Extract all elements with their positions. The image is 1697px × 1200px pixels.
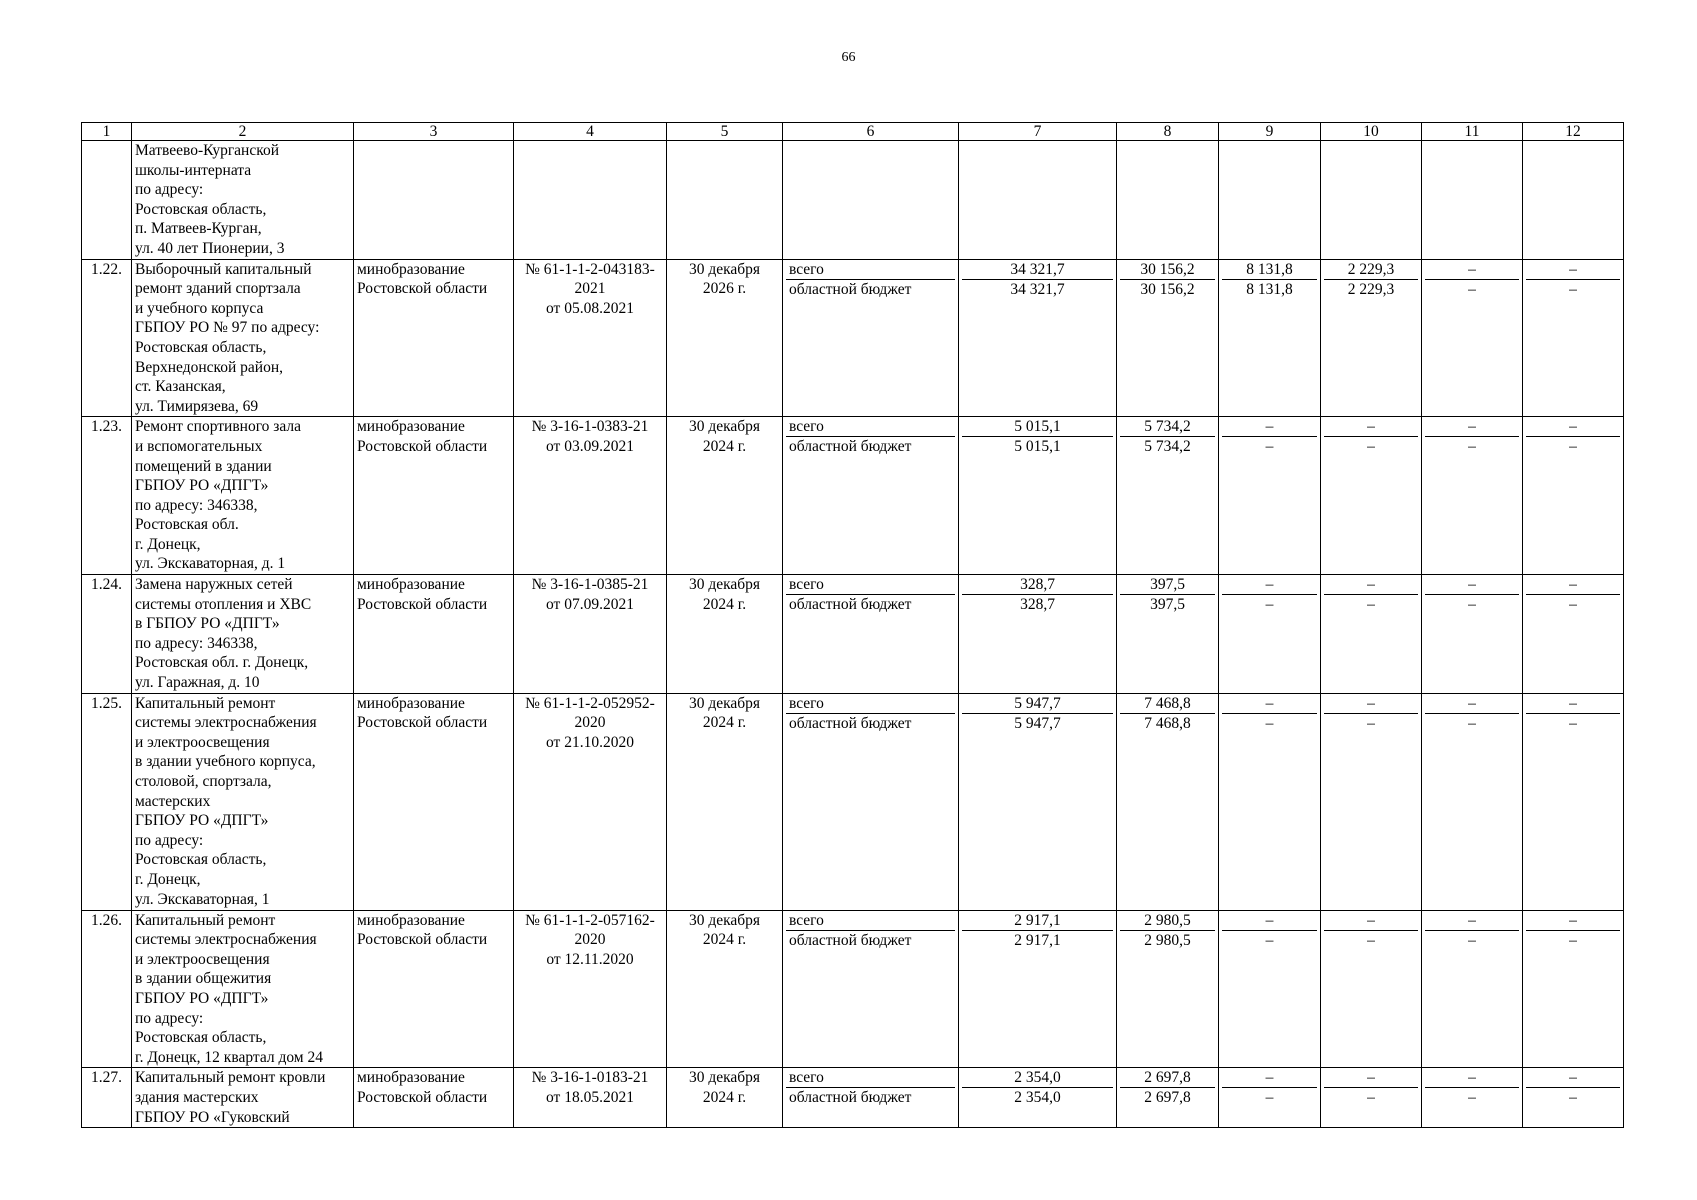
amount-value: – xyxy=(1367,596,1375,614)
amount-value: – xyxy=(1468,438,1476,456)
amount-value: – xyxy=(1569,596,1577,614)
budget-table xyxy=(81,122,1624,1128)
cell-c10 xyxy=(1321,693,1422,910)
table-row-continuation xyxy=(82,141,1624,260)
amount-value: – xyxy=(1526,260,1620,280)
cell-src xyxy=(783,259,959,417)
cell-name: Матвеево-Курганской школы-интерната по адресу: Ростовская область, п. Матвеев-Курган, ул. 40 лет Пионерии, 3 xyxy=(132,141,354,260)
amount-value: 8 131,8 xyxy=(1246,280,1293,298)
cell-empty xyxy=(1321,141,1422,260)
amount-value: – xyxy=(1569,280,1577,298)
cell-c12 xyxy=(1523,417,1624,575)
amount-value: – xyxy=(1222,417,1317,437)
amount-value: – xyxy=(1265,714,1274,732)
cell-empty xyxy=(959,141,1117,260)
cell-c7 xyxy=(959,417,1117,575)
cell-customer: минобразование Ростовской области xyxy=(354,259,514,417)
cell-c10 xyxy=(1321,259,1422,417)
amount-value: – xyxy=(1468,596,1476,614)
amount-value: – xyxy=(1425,911,1519,931)
amount-value: – xyxy=(1222,575,1317,595)
col-header: 1 xyxy=(82,123,132,141)
table-row xyxy=(82,693,1624,910)
amount-value: – xyxy=(1367,438,1375,456)
cell-c8 xyxy=(1117,575,1219,694)
cell-c10 xyxy=(1321,575,1422,694)
amount-value: 5 947,7 xyxy=(1014,714,1061,732)
cell-c11 xyxy=(1422,259,1523,417)
amount-value: – xyxy=(1265,596,1274,614)
cell-c12 xyxy=(1523,693,1624,910)
amount-value: 5 734,2 xyxy=(1120,417,1215,437)
amount-value: 328,7 xyxy=(1020,596,1055,614)
table-row xyxy=(82,417,1624,575)
amount-value: 34 321,7 xyxy=(1010,280,1065,298)
cell-num xyxy=(82,141,132,260)
funding-source: всего xyxy=(786,260,955,280)
cell-c7 xyxy=(959,1068,1117,1128)
cell-src xyxy=(783,575,959,694)
cell-customer: минобразование Ростовской области xyxy=(354,417,514,575)
cell-empty xyxy=(667,141,783,260)
funding-source: областной бюджет xyxy=(789,438,912,456)
cell-num: 1.22. xyxy=(82,259,132,417)
cell-c7 xyxy=(959,910,1117,1068)
cell-c11 xyxy=(1422,693,1523,910)
cell-c7 xyxy=(959,575,1117,694)
funding-source: областной бюджет xyxy=(789,596,912,614)
cell-num: 1.23. xyxy=(82,417,132,575)
cell-name: Капитальный ремонт системы электроснабжения и электроосвещения в здании общежития ГБПОУ РО «ДПГТ» по адресу: Ростовская область, г. Донецк, 12 квартал дом 24 xyxy=(132,910,354,1068)
cell-c9 xyxy=(1219,910,1321,1068)
amount-value: 2 917,1 xyxy=(1014,931,1061,949)
cell-c8 xyxy=(1117,693,1219,910)
funding-source: областной бюджет xyxy=(789,931,912,949)
cell-num: 1.26. xyxy=(82,910,132,1068)
amount-value: 2 229,3 xyxy=(1324,260,1418,280)
cell-c12 xyxy=(1523,575,1624,694)
cell-customer: минобразование Ростовской области xyxy=(354,693,514,910)
amount-value: 5 734,2 xyxy=(1144,438,1191,456)
amount-value: 30 156,2 xyxy=(1140,280,1195,298)
cell-name: Выборочный капитальный ремонт зданий спортзала и учебного корпуса ГБПОУ РО № 97 по адресу: Ростовская область, Верхнедонской район, ст. Казанская, ул. Тимирязева, 69 xyxy=(132,259,354,417)
amount-value: 34 321,7 xyxy=(962,260,1113,280)
cell-deadline: 30 декабря 2026 г. xyxy=(667,259,783,417)
amount-value: – xyxy=(1425,1068,1519,1088)
cell-c10 xyxy=(1321,417,1422,575)
amount-value: 2 354,0 xyxy=(1014,1089,1061,1107)
cell-document: № 61-1-1-2-057162- 2020 от 12.11.2020 xyxy=(514,910,667,1068)
cell-num: 1.27. xyxy=(82,1068,132,1128)
amount-value: 2 229,3 xyxy=(1347,280,1395,298)
amount-value: – xyxy=(1569,438,1577,456)
cell-empty xyxy=(1523,141,1624,260)
cell-c9 xyxy=(1219,575,1321,694)
amount-value: – xyxy=(1526,911,1620,931)
cell-c10 xyxy=(1321,1068,1422,1128)
funding-source: всего xyxy=(786,911,955,931)
cell-c11 xyxy=(1422,1068,1523,1128)
amount-value: – xyxy=(1222,694,1317,714)
funding-source: областной бюджет xyxy=(789,1089,912,1107)
amount-value: 2 980,5 xyxy=(1120,911,1215,931)
col-header: 6 xyxy=(783,123,959,141)
cell-src xyxy=(783,910,959,1068)
amount-value: – xyxy=(1425,575,1519,595)
amount-value: – xyxy=(1324,575,1418,595)
funding-source: областной бюджет xyxy=(789,714,912,732)
table-row xyxy=(82,575,1624,694)
cell-empty xyxy=(1422,141,1523,260)
amount-value: 2 354,0 xyxy=(962,1068,1113,1088)
cell-c11 xyxy=(1422,417,1523,575)
amount-value: 328,7 xyxy=(962,575,1113,595)
cell-c9 xyxy=(1219,1068,1321,1128)
funding-source: всего xyxy=(786,417,955,437)
cell-deadline: 30 декабря 2024 г. xyxy=(667,417,783,575)
amount-value: – xyxy=(1468,931,1476,949)
amount-value: – xyxy=(1569,1089,1577,1107)
cell-empty xyxy=(514,141,667,260)
funding-source: всего xyxy=(786,575,955,595)
amount-value: 8 131,8 xyxy=(1222,260,1317,280)
cell-c12 xyxy=(1523,259,1624,417)
cell-src xyxy=(783,693,959,910)
amount-value: 397,5 xyxy=(1120,575,1215,595)
amount-value: 2 697,8 xyxy=(1144,1089,1191,1107)
amount-value: 7 468,8 xyxy=(1144,714,1191,732)
cell-c11 xyxy=(1422,575,1523,694)
amount-value: 5 015,1 xyxy=(1014,438,1061,456)
amount-value: 2 917,1 xyxy=(962,911,1113,931)
amount-value: 2 980,5 xyxy=(1144,931,1191,949)
cell-empty xyxy=(783,141,959,260)
amount-value: 2 697,8 xyxy=(1120,1068,1215,1088)
cell-c9 xyxy=(1219,417,1321,575)
amount-value: – xyxy=(1526,1068,1620,1088)
amount-value: 397,5 xyxy=(1150,596,1185,614)
cell-src xyxy=(783,417,959,575)
amount-value: – xyxy=(1324,417,1418,437)
cell-name: Капитальный ремонт системы электроснабжения и электроосвещения в здании учебного корпуса, столовой, спортзала, мастерских ГБПОУ РО «ДПГТ» по адресу: Ростовская область, г. Донецк, ул. Экскаваторная, 1 xyxy=(132,693,354,910)
cell-name: Ремонт спортивного зала и вспомогательных помещений в здании ГБПОУ РО «ДПГТ» по адресу: 346338, Ростовская обл. г. Донецк, ул. Экскаваторная, д. 1 xyxy=(132,417,354,575)
cell-document: № 3-16-1-0383-21 от 03.09.2021 xyxy=(514,417,667,575)
amount-value: – xyxy=(1367,1089,1375,1107)
funding-source: всего xyxy=(786,1068,955,1088)
cell-customer: минобразование Ростовской области xyxy=(354,575,514,694)
amount-value: – xyxy=(1526,575,1620,595)
col-header: 7 xyxy=(959,123,1117,141)
cell-document: № 3-16-1-0183-21 от 18.05.2021 xyxy=(514,1068,667,1128)
cell-c9 xyxy=(1219,693,1321,910)
cell-document: № 61-1-1-2-052952- 2020 от 21.10.2020 xyxy=(514,693,667,910)
cell-c8 xyxy=(1117,259,1219,417)
amount-value: – xyxy=(1324,694,1418,714)
cell-name: Замена наружных сетей системы отопления и ХВС в ГБПОУ РО «ДПГТ» по адресу: 346338, Ростовская обл. г. Донецк, ул. Гаражная, д. 10 xyxy=(132,575,354,694)
cell-num: 1.25. xyxy=(82,693,132,910)
table-row xyxy=(82,910,1624,1068)
amount-value: 5 015,1 xyxy=(962,417,1113,437)
cell-c10 xyxy=(1321,910,1422,1068)
cell-deadline: 30 декабря 2024 г. xyxy=(667,1068,783,1128)
amount-value: – xyxy=(1222,911,1317,931)
cell-deadline: 30 декабря 2024 г. xyxy=(667,910,783,1068)
funding-source: областной бюджет xyxy=(789,280,912,298)
amount-value: – xyxy=(1367,931,1375,949)
cell-c12 xyxy=(1523,910,1624,1068)
amount-value: – xyxy=(1425,260,1519,280)
amount-value: – xyxy=(1425,417,1519,437)
cell-document: № 3-16-1-0385-21 от 07.09.2021 xyxy=(514,575,667,694)
cell-c11 xyxy=(1422,910,1523,1068)
cell-num: 1.24. xyxy=(82,575,132,694)
col-header: 12 xyxy=(1523,123,1624,141)
cell-empty xyxy=(354,141,514,260)
amount-value: 7 468,8 xyxy=(1120,694,1215,714)
cell-c8 xyxy=(1117,1068,1219,1128)
cell-deadline: 30 декабря 2024 г. xyxy=(667,693,783,910)
amount-value: – xyxy=(1526,694,1620,714)
amount-value: – xyxy=(1526,417,1620,437)
amount-value: – xyxy=(1569,714,1577,732)
col-header: 9 xyxy=(1219,123,1321,141)
col-header: 4 xyxy=(514,123,667,141)
amount-value: – xyxy=(1569,931,1577,949)
cell-src xyxy=(783,1068,959,1128)
cell-empty xyxy=(1117,141,1219,260)
amount-value: – xyxy=(1468,1089,1476,1107)
cell-name: Капитальный ремонт кровли здания мастерских ГБПОУ РО «Гуковский xyxy=(132,1068,354,1128)
cell-document: № 61-1-1-2-043183- 2021 от 05.08.2021 xyxy=(514,259,667,417)
amount-value: – xyxy=(1265,931,1274,949)
amount-value: – xyxy=(1222,1068,1317,1088)
col-header: 11 xyxy=(1422,123,1523,141)
funding-source: всего xyxy=(786,694,955,714)
cell-c12 xyxy=(1523,1068,1624,1128)
cell-c8 xyxy=(1117,910,1219,1068)
table-row xyxy=(82,1068,1624,1128)
amount-value: – xyxy=(1324,911,1418,931)
amount-value: – xyxy=(1468,714,1476,732)
cell-c7 xyxy=(959,259,1117,417)
column-numbers-row xyxy=(82,123,1624,141)
col-header: 8 xyxy=(1117,123,1219,141)
cell-empty xyxy=(1219,141,1321,260)
amount-value: – xyxy=(1425,694,1519,714)
amount-value: – xyxy=(1265,1089,1274,1107)
cell-c9 xyxy=(1219,259,1321,417)
col-header: 2 xyxy=(132,123,354,141)
amount-value: – xyxy=(1468,280,1476,298)
amount-value: 30 156,2 xyxy=(1120,260,1215,280)
cell-c8 xyxy=(1117,417,1219,575)
amount-value: – xyxy=(1265,438,1274,456)
col-header: 10 xyxy=(1321,123,1422,141)
cell-c7 xyxy=(959,693,1117,910)
amount-value: – xyxy=(1367,714,1375,732)
amount-value: 5 947,7 xyxy=(962,694,1113,714)
amount-value: – xyxy=(1324,1068,1418,1088)
cell-customer: минобразование Ростовской области xyxy=(354,910,514,1068)
page-number: 66 xyxy=(841,50,856,65)
col-header: 3 xyxy=(354,123,514,141)
table-row xyxy=(82,259,1624,417)
cell-customer: минобразование Ростовской области xyxy=(354,1068,514,1128)
cell-deadline: 30 декабря 2024 г. xyxy=(667,575,783,694)
col-header: 5 xyxy=(667,123,783,141)
